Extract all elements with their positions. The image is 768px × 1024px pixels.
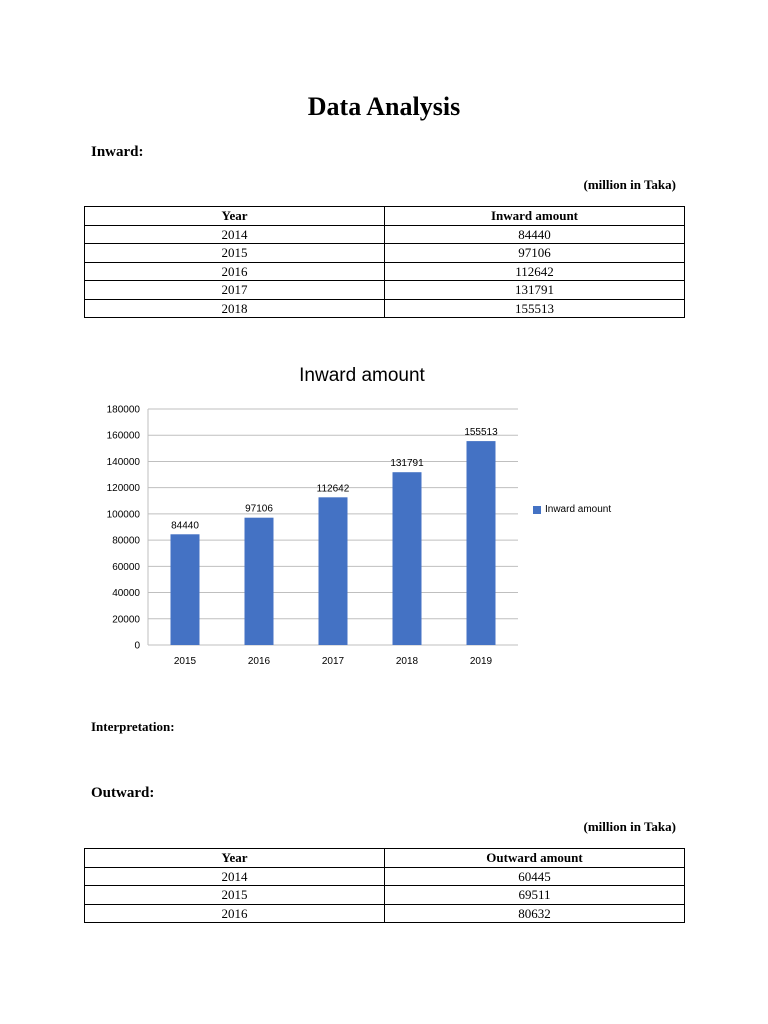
table-row bbox=[85, 867, 685, 886]
table-cell-amount: 155513 bbox=[385, 299, 685, 318]
table-cell-amount: 97106 bbox=[385, 244, 685, 263]
page-title: Data Analysis bbox=[307, 92, 461, 121]
y-tick-label: 20000 bbox=[112, 614, 140, 626]
outward-table bbox=[84, 848, 685, 923]
bar bbox=[319, 497, 348, 645]
table-cell-amount: 69511 bbox=[385, 886, 685, 905]
table-cell-year: 2014 bbox=[85, 225, 385, 244]
column-header-year: Year bbox=[85, 207, 385, 226]
column-header-inward-amount: Inward amount bbox=[385, 207, 685, 226]
x-tick-label: 2016 bbox=[247, 656, 271, 667]
table-row bbox=[85, 904, 685, 923]
interpretation-heading: Interpretation: bbox=[91, 719, 175, 734]
x-tick-label: 2018 bbox=[395, 656, 419, 667]
x-tick-label: 2019 bbox=[469, 656, 493, 667]
x-tick-label: 2015 bbox=[173, 656, 197, 667]
table-cell-year: 2016 bbox=[85, 904, 385, 923]
table-cell-amount: 80632 bbox=[385, 904, 685, 923]
y-tick-label: 80000 bbox=[112, 535, 140, 547]
data-label: 131791 bbox=[390, 458, 424, 470]
x-tick-label: 2017 bbox=[321, 656, 345, 667]
table-cell-year: 2018 bbox=[85, 299, 385, 318]
table-cell-year: 2015 bbox=[85, 886, 385, 905]
column-header-year: Year bbox=[85, 849, 385, 868]
data-label: 155513 bbox=[464, 427, 498, 439]
table-cell-year: 2016 bbox=[85, 262, 385, 281]
table-cell-amount: 84440 bbox=[385, 225, 685, 244]
data-label: 112642 bbox=[316, 483, 350, 495]
table-header-row bbox=[85, 849, 685, 868]
y-tick-label: 0 bbox=[134, 640, 140, 652]
inward-unit-note: (million in Taka) bbox=[583, 177, 676, 192]
table-cell-amount: 131791 bbox=[385, 281, 685, 300]
table-cell-amount: 112642 bbox=[385, 262, 685, 281]
legend-swatch bbox=[533, 506, 541, 514]
y-tick-label: 60000 bbox=[112, 561, 140, 573]
data-label: 97106 bbox=[245, 503, 273, 515]
y-tick-label: 100000 bbox=[106, 509, 140, 521]
data-label: 84440 bbox=[171, 520, 199, 532]
legend-label: Inward amount bbox=[545, 504, 612, 515]
column-header-outward-amount: Outward amount bbox=[385, 849, 685, 868]
bar bbox=[467, 441, 496, 645]
y-tick-label: 120000 bbox=[106, 483, 140, 495]
table-cell-year: 2015 bbox=[85, 244, 385, 263]
chart-legend bbox=[533, 504, 611, 515]
table-row bbox=[85, 886, 685, 905]
y-tick-label: 140000 bbox=[106, 456, 140, 468]
bar bbox=[393, 472, 422, 645]
bar bbox=[171, 534, 200, 645]
outward-heading: Outward: bbox=[91, 785, 155, 801]
outward-unit-note: (million in Taka) bbox=[583, 819, 676, 834]
y-tick-label: 180000 bbox=[106, 404, 140, 416]
table-cell-amount: 60445 bbox=[385, 867, 685, 886]
bar bbox=[245, 518, 274, 645]
table-cell-year: 2017 bbox=[85, 281, 385, 300]
table-cell-year: 2014 bbox=[85, 867, 385, 886]
y-tick-label: 40000 bbox=[112, 588, 140, 600]
inward-heading: Inward: bbox=[91, 144, 144, 160]
chart-title: Inward amount bbox=[299, 365, 425, 386]
y-tick-label: 160000 bbox=[106, 430, 140, 442]
